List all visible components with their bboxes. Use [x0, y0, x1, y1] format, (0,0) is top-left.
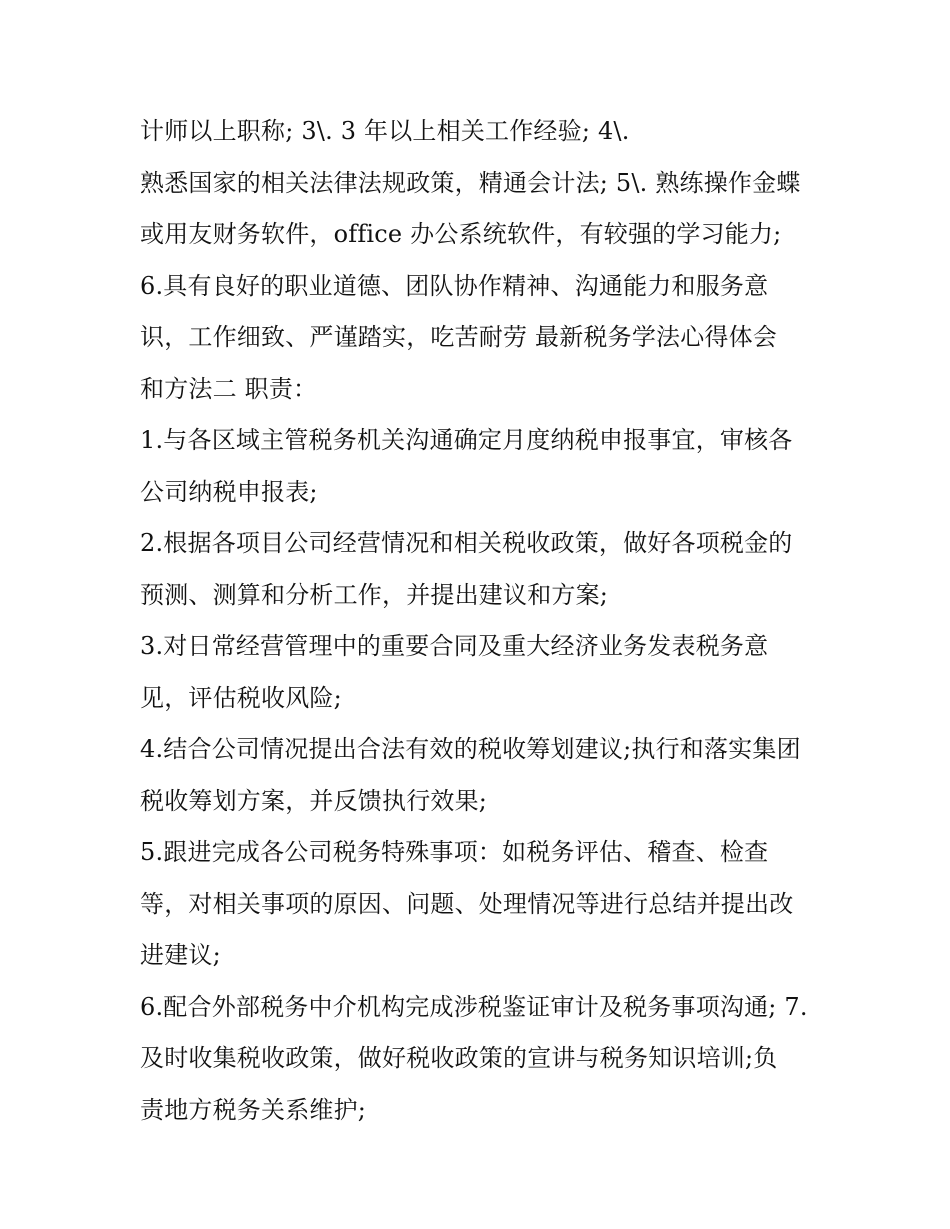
text-line: 6.配合外部税务中介机构完成涉税鉴证审计及税务事项沟通; 7.	[140, 992, 808, 1021]
text-line: 公司纳税申报表;	[140, 477, 318, 506]
text-line: 3.对日常经营管理中的重要合同及重大经济业务发表税务意	[140, 632, 769, 660]
text-line: 责地方税务关系维护;	[140, 1095, 367, 1124]
text-line: 6.具有良好的职业道德、团队协作精神、沟通能力和服务意	[140, 271, 769, 300]
text-line: 和方法二 职责：	[140, 374, 318, 403]
document-body	[140, 106, 830, 1136]
text-line: 1.与各区域主管税务机关沟通确定月度纳税申报事宜，审核各	[140, 426, 793, 454]
text-line: 等，对相关事项的原因、问题、处理情况等进行总结并提出改	[140, 889, 794, 918]
text-line: 见，评估税收风险;	[140, 683, 342, 712]
text-line: 及时收集税收政策，做好税收政策的宣讲与税务知识培训;负	[140, 1044, 778, 1072]
text-line: 计师以上职称; 3\. 3 年以上相关工作经验; 4\.	[140, 117, 630, 145]
text-line: 4.结合公司情况提出合法有效的税收筹划建议;执行和落实集团	[140, 735, 801, 763]
text-line: 2.根据各项目公司经营情况和相关税收政策，做好各项税金的	[140, 529, 793, 557]
text-line: 5.跟进完成各公司税务特殊事项：如税务评估、稽查、检查	[140, 838, 769, 866]
text-line: 熟悉国家的相关法律法规政策，精通会计法; 5\. 熟练操作金蝶	[140, 168, 801, 197]
text-line: 进建议;	[140, 941, 221, 969]
text-line: 或用友财务软件，office 办公系统软件，有较强的学习能力;	[140, 220, 782, 248]
text-line: 税收筹划方案，并反馈执行效果;	[140, 786, 488, 815]
text-line: 识，工作细致、严谨踏实，吃苦耐劳 最新税务学法心得体会	[140, 323, 778, 351]
text-line: 预测、测算和分析工作，并提出建议和方案;	[140, 580, 609, 609]
